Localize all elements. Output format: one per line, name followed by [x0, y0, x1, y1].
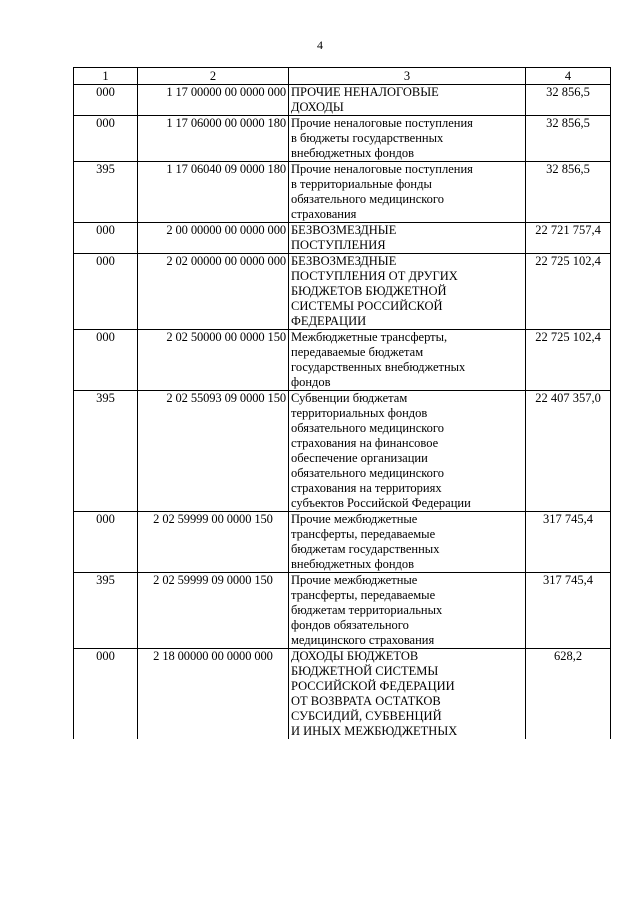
- admin-code-cell: 395: [74, 573, 138, 649]
- income-name-line: территориальных фондов: [291, 406, 428, 420]
- table-row: [74, 573, 611, 649]
- income-name-line: СИСТЕМЫ РОССИЙСКОЙ: [291, 299, 443, 313]
- admin-code-cell: 000: [74, 512, 138, 573]
- page-number: 4: [317, 38, 323, 52]
- table-row: [74, 162, 611, 223]
- income-name-line: фондов: [291, 375, 331, 389]
- table-row: [74, 330, 611, 391]
- table-body: [74, 85, 611, 740]
- income-name-line: медицинского страхования: [291, 633, 435, 647]
- table-row: [74, 85, 611, 116]
- income-name-line: в территориальные фонды: [291, 177, 432, 191]
- budget-code-cell: 2 02 55093 09 0000 150: [138, 391, 289, 512]
- income-name-line: Прочие межбюджетные: [291, 512, 418, 526]
- income-name-line: страхования на финансовое: [291, 436, 439, 450]
- income-name-line: бюджетам государственных: [291, 542, 440, 556]
- column-header-2: 2: [138, 68, 289, 85]
- table-row: [74, 223, 611, 254]
- amount-cell: 317 745,4: [526, 573, 611, 649]
- admin-code-cell: 000: [74, 85, 138, 116]
- income-name-line: трансферты, передаваемые: [291, 588, 436, 602]
- amount-cell: 32 856,5: [526, 116, 611, 162]
- admin-code-cell: 000: [74, 649, 138, 740]
- income-name-line: страхования на территориях: [291, 481, 442, 495]
- income-name-line: Межбюджетные трансферты,: [291, 330, 448, 344]
- income-name-cell: [289, 573, 526, 649]
- amount-cell: 22 721 757,4: [526, 223, 611, 254]
- admin-code-cell: 395: [74, 391, 138, 512]
- budget-code-cell: 1 17 06000 00 0000 180: [138, 116, 289, 162]
- income-name-cell: [289, 223, 526, 254]
- budget-code-cell: 1 17 00000 00 0000 000: [138, 85, 289, 116]
- income-name-line: Прочие неналоговые поступления: [291, 116, 473, 130]
- admin-code-cell: 000: [74, 330, 138, 391]
- income-name-line: обеспечение организации: [291, 451, 428, 465]
- income-name-line: БЕЗВОЗМЕЗДНЫЕ: [291, 254, 397, 268]
- income-name-cell: [289, 85, 526, 116]
- income-name-line: ФЕДЕРАЦИИ: [291, 314, 367, 328]
- column-header-row: [74, 68, 611, 85]
- income-name-line: обязательного медицинского: [291, 192, 445, 206]
- budget-code-cell: 2 02 00000 00 0000 000: [138, 254, 289, 330]
- budget-code-cell: 2 18 00000 00 0000 000: [138, 649, 289, 740]
- income-name-line: БЮДЖЕТОВ БЮДЖЕТНОЙ: [291, 284, 447, 298]
- amount-cell: 22 407 357,0: [526, 391, 611, 512]
- income-name-line: БЮДЖЕТНОЙ СИСТЕМЫ: [291, 664, 439, 678]
- admin-code-cell: 000: [74, 254, 138, 330]
- income-name-line: СУБСИДИЙ, СУБВЕНЦИЙ: [291, 709, 442, 723]
- amount-cell: 32 856,5: [526, 85, 611, 116]
- income-name-cell: [289, 391, 526, 512]
- income-name-cell: [289, 254, 526, 330]
- column-header-1: 1: [74, 68, 138, 85]
- income-name-cell: [289, 512, 526, 573]
- income-name-line: ДОХОДЫ БЮДЖЕТОВ: [291, 649, 419, 663]
- budget-code-cell: 2 00 00000 00 0000 000: [138, 223, 289, 254]
- income-name-line: обязательного медицинского: [291, 421, 445, 435]
- income-name-line: в бюджеты государственных: [291, 131, 444, 145]
- amount-cell: 628,2: [526, 649, 611, 740]
- table-row: [74, 116, 611, 162]
- table-row: [74, 391, 611, 512]
- income-name-line: страхования: [291, 207, 357, 221]
- income-name-line: обязательного медицинского: [291, 466, 445, 480]
- income-name-line: субъектов Российской Федерации: [291, 496, 471, 510]
- table-row: [74, 254, 611, 330]
- income-name-line: Субвенции бюджетам: [291, 391, 408, 405]
- income-name-line: Прочие межбюджетные: [291, 573, 418, 587]
- admin-code-cell: 395: [74, 162, 138, 223]
- amount-cell: 32 856,5: [526, 162, 611, 223]
- income-name-cell: [289, 330, 526, 391]
- budget-code-cell: 2 02 59999 09 0000 150: [138, 573, 289, 649]
- income-name-line: внебюджетных фондов: [291, 557, 415, 571]
- income-name-cell: [289, 162, 526, 223]
- income-name-line: И ИНЫХ МЕЖБЮДЖЕТНЫХ: [291, 724, 458, 738]
- income-name-cell: [289, 116, 526, 162]
- amount-cell: 22 725 102,4: [526, 330, 611, 391]
- income-name-line: государственных внебюджетных: [291, 360, 466, 374]
- column-header-4: 4: [526, 68, 611, 85]
- admin-code-cell: 000: [74, 223, 138, 254]
- income-name-line: БЕЗВОЗМЕЗДНЫЕ: [291, 223, 397, 237]
- income-name-cell: [289, 649, 526, 740]
- budget-table: [73, 67, 611, 739]
- table-row: [74, 512, 611, 573]
- budget-code-cell: 2 02 59999 00 0000 150: [138, 512, 289, 573]
- income-name-line: трансферты, передаваемые: [291, 527, 436, 541]
- income-name-line: ПОСТУПЛЕНИЯ: [291, 238, 386, 252]
- table-row: [74, 649, 611, 740]
- amount-cell: 317 745,4: [526, 512, 611, 573]
- income-name-line: передаваемые бюджетам: [291, 345, 424, 359]
- budget-code-cell: 1 17 06040 09 0000 180: [138, 162, 289, 223]
- income-name-line: фондов обязательного: [291, 618, 409, 632]
- income-name-line: Прочие неналоговые поступления: [291, 162, 473, 176]
- income-name-line: ОТ ВОЗВРАТА ОСТАТКОВ: [291, 694, 441, 708]
- income-name-line: ПРОЧИЕ НЕНАЛОГОВЫЕ: [291, 85, 439, 99]
- income-name-line: ПОСТУПЛЕНИЯ ОТ ДРУГИХ: [291, 269, 458, 283]
- income-name-line: РОССИЙСКОЙ ФЕДЕРАЦИИ: [291, 679, 455, 693]
- income-name-line: бюджетам территориальных: [291, 603, 443, 617]
- amount-cell: 22 725 102,4: [526, 254, 611, 330]
- budget-code-cell: 2 02 50000 00 0000 150: [138, 330, 289, 391]
- column-header-3: 3: [289, 68, 526, 85]
- income-name-line: ДОХОДЫ: [291, 100, 344, 114]
- admin-code-cell: 000: [74, 116, 138, 162]
- income-name-line: внебюджетных фондов: [291, 146, 415, 160]
